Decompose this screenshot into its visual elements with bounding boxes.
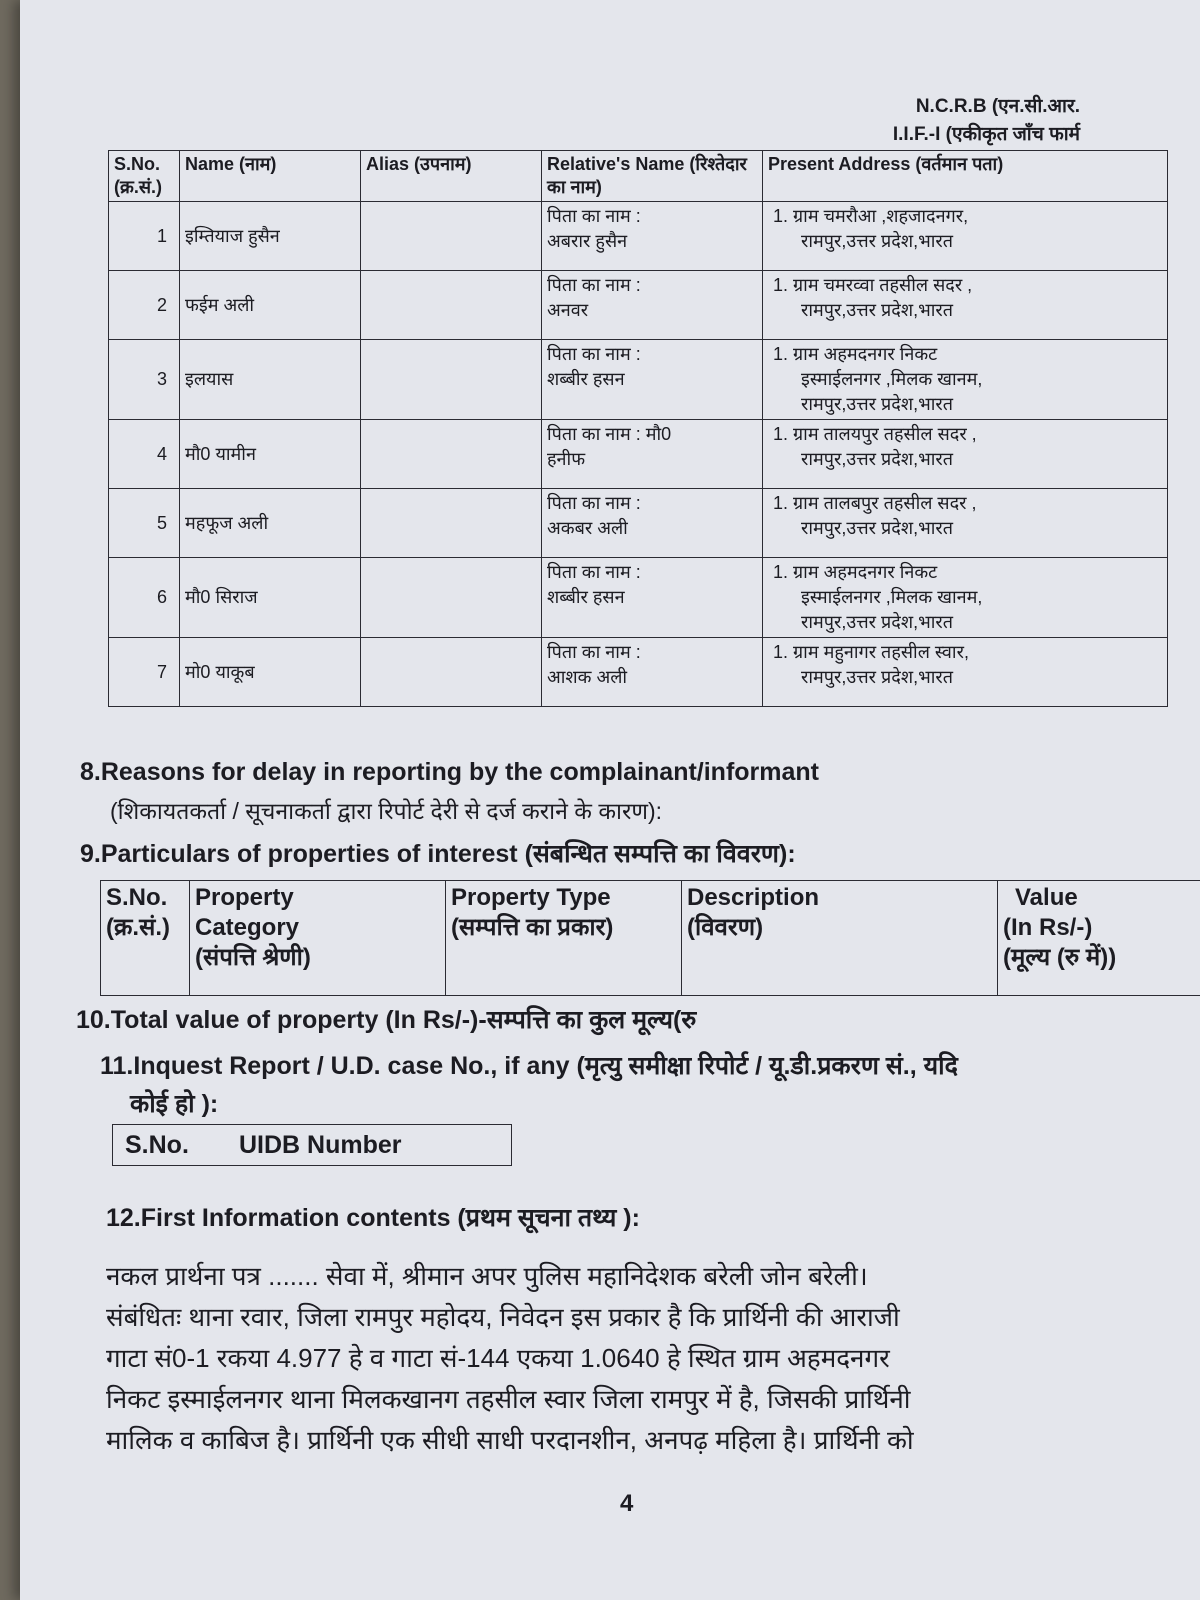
row-name: मौ0 यामीन <box>180 420 361 489</box>
row-relative <box>542 340 763 420</box>
row-sno: 1 <box>109 202 180 271</box>
row-sno: 4 <box>109 420 180 489</box>
address-line: 1. ग्राम चमरौआ ,शहजादनगर, <box>773 206 969 226</box>
text-line: गाटा सं0-1 रकया 4.977 हे व गाटा सं-144 एकया 1.0640 हे स्थित ग्राम अहमदनगर <box>106 1343 890 1373</box>
col-name: Name (नाम) <box>180 151 361 202</box>
relative-label: पिता का नाम : <box>547 206 641 226</box>
table-row <box>109 489 1168 558</box>
ncrb-header: N.C.R.B (एन.सी.आर. <box>915 96 1080 117</box>
address-line: 1. ग्राम अहमदनगर निकट <box>773 344 938 364</box>
relative-label: पिता का नाम : मौ0 <box>547 424 672 444</box>
row-alias <box>361 558 542 638</box>
address-line: रामपुर,उत्तर प्रदेश,भारत <box>801 300 954 320</box>
row-relative <box>542 558 763 638</box>
section-9-title: 9.Particulars of properties of interest (संबन्धित सम्पत्ति का विवरण): <box>80 840 796 868</box>
property-table <box>100 880 1200 996</box>
row-sno: 5 <box>109 489 180 558</box>
relative-label: पिता का नाम : <box>547 493 641 513</box>
row-name: मो0 याकूब <box>180 638 361 707</box>
row-relative <box>542 638 763 707</box>
section-11-title-cont: कोई हो ): <box>130 1090 219 1118</box>
accused-table-header <box>109 151 1168 202</box>
relative-name: अबरार हुसैन <box>547 231 628 251</box>
header-text: Property Type <box>451 884 611 911</box>
header-text: (मूल्य (रु में)) <box>1003 944 1117 971</box>
relative-label: पिता का नाम : <box>547 562 641 582</box>
header-text: (क्र.सं.) <box>106 914 170 941</box>
uidb-col-sno: S.No. <box>113 1125 228 1166</box>
header-text: (सम्पत्ति का प्रकार) <box>451 914 614 941</box>
text-line: निकट इस्माईलनगर थाना मिलकखानग तहसील स्वार जिला रामपुर में है, जिसकी प्रार्थिनी <box>106 1384 911 1414</box>
col-alias: Alias (उपनाम) <box>361 151 542 202</box>
table-row <box>109 340 1168 420</box>
row-name: इम्तियाज हुसैन <box>180 202 361 271</box>
row-name: फईम अली <box>180 271 361 340</box>
row-address <box>763 420 1168 489</box>
address-line: रामपुर,उत्तर प्रदेश,भारत <box>801 449 954 469</box>
address-line: 1. ग्राम तालबपुर तहसील सदर , <box>773 493 977 513</box>
row-sno: 6 <box>109 558 180 638</box>
col-relative: Relative's Name (रिश्तेदार का नाम) <box>542 151 763 202</box>
header-text: Category <box>195 914 300 941</box>
prop-col-description <box>682 881 998 996</box>
row-address <box>763 489 1168 558</box>
row-relative <box>542 420 763 489</box>
table-row <box>109 638 1168 707</box>
accused-table <box>108 150 1168 707</box>
relative-label: पिता का नाम : <box>547 344 641 364</box>
table-row <box>109 202 1168 271</box>
row-name: मौ0 सिराज <box>180 558 361 638</box>
section-8-title: 8.Reasons for delay in reporting by the complainant/informant <box>80 758 820 786</box>
address-line: 1. ग्राम चमरव्वा तहसील सदर , <box>773 275 973 295</box>
address-line: रामपुर,उत्तर प्रदेश,भारत <box>801 667 954 687</box>
iif-header: I.I.F.-I (एकीकृत जाँच फार्म <box>892 124 1080 145</box>
row-sno: 3 <box>109 340 180 420</box>
first-information-text <box>106 1256 1186 1461</box>
row-address <box>763 271 1168 340</box>
address-line: रामपुर,उत्तर प्रदेश,भारत <box>801 394 954 414</box>
col-sno: S.No. (क्र.सं.) <box>109 151 180 202</box>
section-11-title: 11.Inquest Report / U.D. case No., if any (मृत्यु समीक्षा रिपोर्ट / यू.डी.प्रकरण सं., यदि <box>100 1052 958 1080</box>
row-sno: 2 <box>109 271 180 340</box>
prop-col-value <box>998 881 1200 996</box>
address-line: रामपुर,उत्तर प्रदेश,भारत <box>801 518 954 538</box>
prop-col-sno <box>101 881 190 996</box>
header-text: (In Rs/-) <box>1003 914 1093 941</box>
table-row <box>109 420 1168 489</box>
uidb-table <box>112 1124 512 1166</box>
property-table-header <box>101 881 1200 996</box>
address-line: रामपुर,उत्तर प्रदेश,भारत <box>801 231 954 251</box>
prop-col-category <box>190 881 446 996</box>
table-row <box>109 271 1168 340</box>
relative-label: पिता का नाम : <box>547 275 641 295</box>
row-address <box>763 558 1168 638</box>
relative-name: शब्बीर हसन <box>547 587 625 607</box>
relative-name: आशक अली <box>547 667 628 687</box>
text-line: मालिक व काबिज है। प्रार्थिनी एक सीधी साधी परदानशीन, अनपढ़ महिला है। प्रार्थिनी को <box>106 1425 914 1455</box>
prop-col-type <box>446 881 682 996</box>
header-text: Property <box>195 884 294 911</box>
address-line: 1. ग्राम तालयपुर तहसील सदर , <box>773 424 977 444</box>
row-sno: 7 <box>109 638 180 707</box>
row-alias <box>361 420 542 489</box>
row-relative <box>542 271 763 340</box>
row-alias <box>361 202 542 271</box>
address-line: रामपुर,उत्तर प्रदेश,भारत <box>801 612 954 632</box>
uidb-col-number: UIDB Number <box>227 1125 512 1166</box>
address-line: 1. ग्राम अहमदनगर निकट <box>773 562 938 582</box>
text-line: नकल प्रार्थना पत्र ....... सेवा में, श्रीमान अपर पुलिस महानिदेशक बरेली जोन बरेली। <box>106 1261 868 1291</box>
section-10-title: 10.Total value of property (In Rs/-)-सम्पत्ति का कुल मूल्य(रु <box>76 1006 697 1034</box>
header-text: (विवरण) <box>687 914 764 941</box>
row-alias <box>361 638 542 707</box>
relative-name: शब्बीर हसन <box>547 369 625 389</box>
row-alias <box>361 340 542 420</box>
row-alias <box>361 489 542 558</box>
header-text: (संपत्ति श्रेणी) <box>195 944 311 971</box>
relative-label: पिता का नाम : <box>547 642 641 662</box>
section-8-subtitle: (शिकायतकर्ता / सूचनाकर्ता द्वारा रिपोर्ट देरी से दर्ज कराने के कारण): <box>110 798 663 824</box>
document-page <box>20 0 1200 1600</box>
row-name: महफूज अली <box>180 489 361 558</box>
address-line: इस्माईलनगर ,मिलक खानम, <box>801 587 983 607</box>
row-alias <box>361 271 542 340</box>
header-text: Value <box>1015 884 1078 911</box>
row-address <box>763 202 1168 271</box>
row-relative <box>542 202 763 271</box>
header-text: Description <box>687 884 820 911</box>
text-line: संबंधितः थाना रवार, जिला रामपुर महोदय, निवेदन इस प्रकार है कि प्रार्थिनी की आराजी <box>106 1302 900 1332</box>
header-text: S.No. <box>106 884 168 911</box>
relative-name: अकबर अली <box>547 518 628 538</box>
col-address: Present Address (वर्तमान पता) <box>763 151 1168 202</box>
page-number: 4 <box>620 1490 634 1517</box>
address-line: 1. ग्राम महुनागर तहसील स्वार, <box>773 642 969 662</box>
relative-name: हनीफ <box>547 449 586 469</box>
row-address <box>763 340 1168 420</box>
relative-name: अनवर <box>547 300 589 320</box>
uidb-header <box>113 1125 512 1166</box>
address-line: इस्माईलनगर ,मिलक खानम, <box>801 369 983 389</box>
table-row <box>109 558 1168 638</box>
row-name: इलयास <box>180 340 361 420</box>
section-12-title: 12.First Information contents (प्रथम सूचना तथ्य ): <box>106 1204 640 1232</box>
row-relative <box>542 489 763 558</box>
row-address <box>763 638 1168 707</box>
